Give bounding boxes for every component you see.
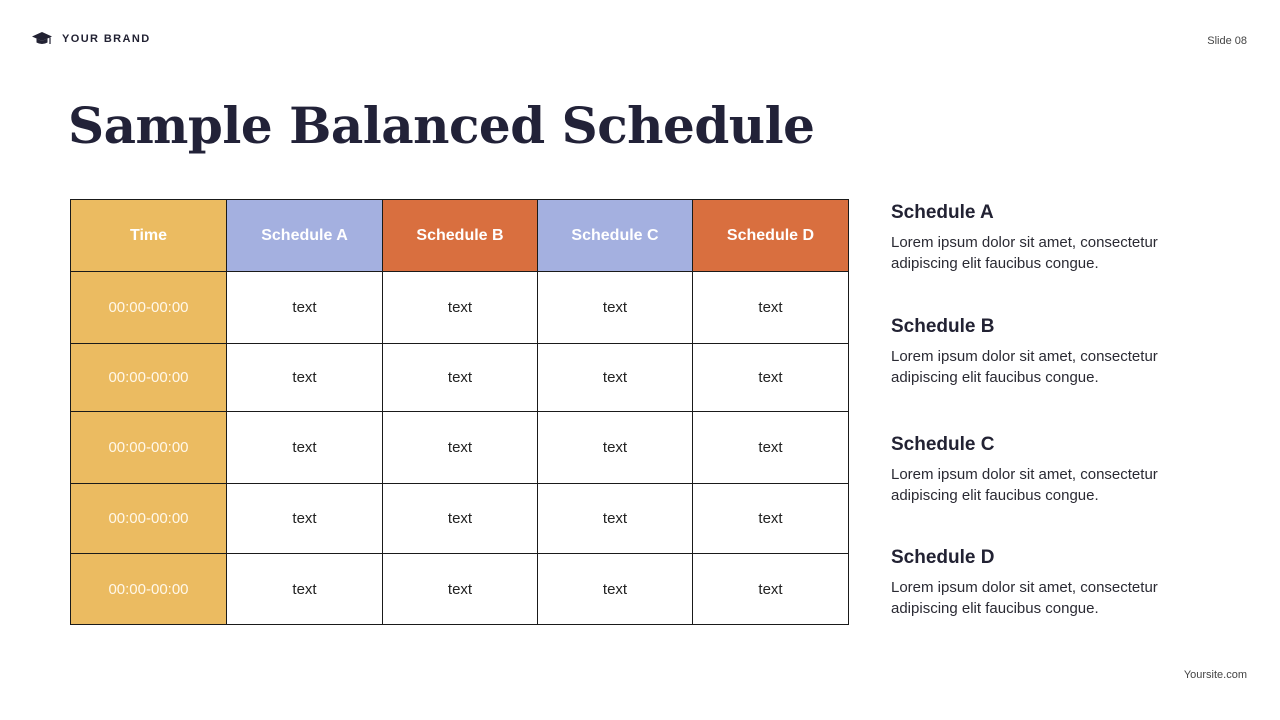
time-cell: 00:00-00:00: [71, 272, 227, 344]
brand: [32, 31, 151, 47]
schedule-cell: text: [383, 412, 538, 484]
description-title: Schedule D: [891, 547, 995, 568]
description-body: Lorem ipsum dolor sit amet, consectetur adipiscing elit faucibus congue.: [891, 466, 1158, 504]
brand-name: YOUR BRAND: [62, 33, 151, 45]
time-cell: 00:00-00:00: [71, 484, 227, 554]
table-row: [71, 272, 849, 344]
schedule-cell: text: [227, 484, 383, 554]
schedule-cell: text: [383, 272, 538, 344]
description-title: Schedule B: [891, 316, 995, 337]
schedule-cell: text: [693, 344, 849, 412]
footer-site: Yoursite.com: [1183, 669, 1247, 681]
schedule-table: [70, 199, 849, 625]
schedule-cell: text: [538, 484, 693, 554]
page-title: Sample Balanced Schedule: [68, 96, 815, 155]
schedule-cell: text: [538, 412, 693, 484]
time-cell: 00:00-00:00: [71, 412, 227, 484]
graduation-cap-icon: [32, 31, 52, 47]
description-body: Lorem ipsum dolor sit amet, consectetur adipiscing elit faucibus congue.: [891, 234, 1158, 272]
schedule-cell: text: [227, 344, 383, 412]
table-row: [71, 344, 849, 412]
time-cell: 00:00-00:00: [71, 344, 227, 412]
header-schedule-c: Schedule C: [538, 200, 693, 272]
table-row: [71, 412, 849, 484]
time-cell: 00:00-00:00: [71, 554, 227, 625]
schedule-cell: text: [693, 412, 849, 484]
schedule-description: [891, 547, 1221, 619]
table-row: [71, 484, 849, 554]
table-row: [71, 554, 849, 625]
description-title: Schedule A: [891, 202, 994, 223]
schedule-description: [891, 202, 1221, 274]
slide-number: Slide 08: [1207, 35, 1247, 47]
schedule-cell: text: [538, 344, 693, 412]
schedule-cell: text: [383, 344, 538, 412]
schedule-cell: text: [538, 272, 693, 344]
header-schedule-d: Schedule D: [693, 200, 849, 272]
schedule-cell: text: [227, 412, 383, 484]
schedule-description: [891, 434, 1221, 506]
description-body: Lorem ipsum dolor sit amet, consectetur adipiscing elit faucibus congue.: [891, 579, 1158, 617]
schedule-cell: text: [227, 272, 383, 344]
schedule-cell: text: [693, 272, 849, 344]
schedule-cell: text: [693, 554, 849, 625]
schedule-cell: text: [383, 484, 538, 554]
header-schedule-a: Schedule A: [227, 200, 383, 272]
schedule-description: [891, 316, 1221, 388]
table-header-row: [71, 200, 849, 272]
header-time: Time: [71, 200, 227, 272]
schedule-cell: text: [227, 554, 383, 625]
schedule-cell: text: [538, 554, 693, 625]
schedule-cell: text: [383, 554, 538, 625]
description-title: Schedule C: [891, 434, 995, 455]
description-body: Lorem ipsum dolor sit amet, consectetur adipiscing elit faucibus congue.: [891, 348, 1158, 386]
header-schedule-b: Schedule B: [383, 200, 538, 272]
schedule-cell: text: [693, 484, 849, 554]
